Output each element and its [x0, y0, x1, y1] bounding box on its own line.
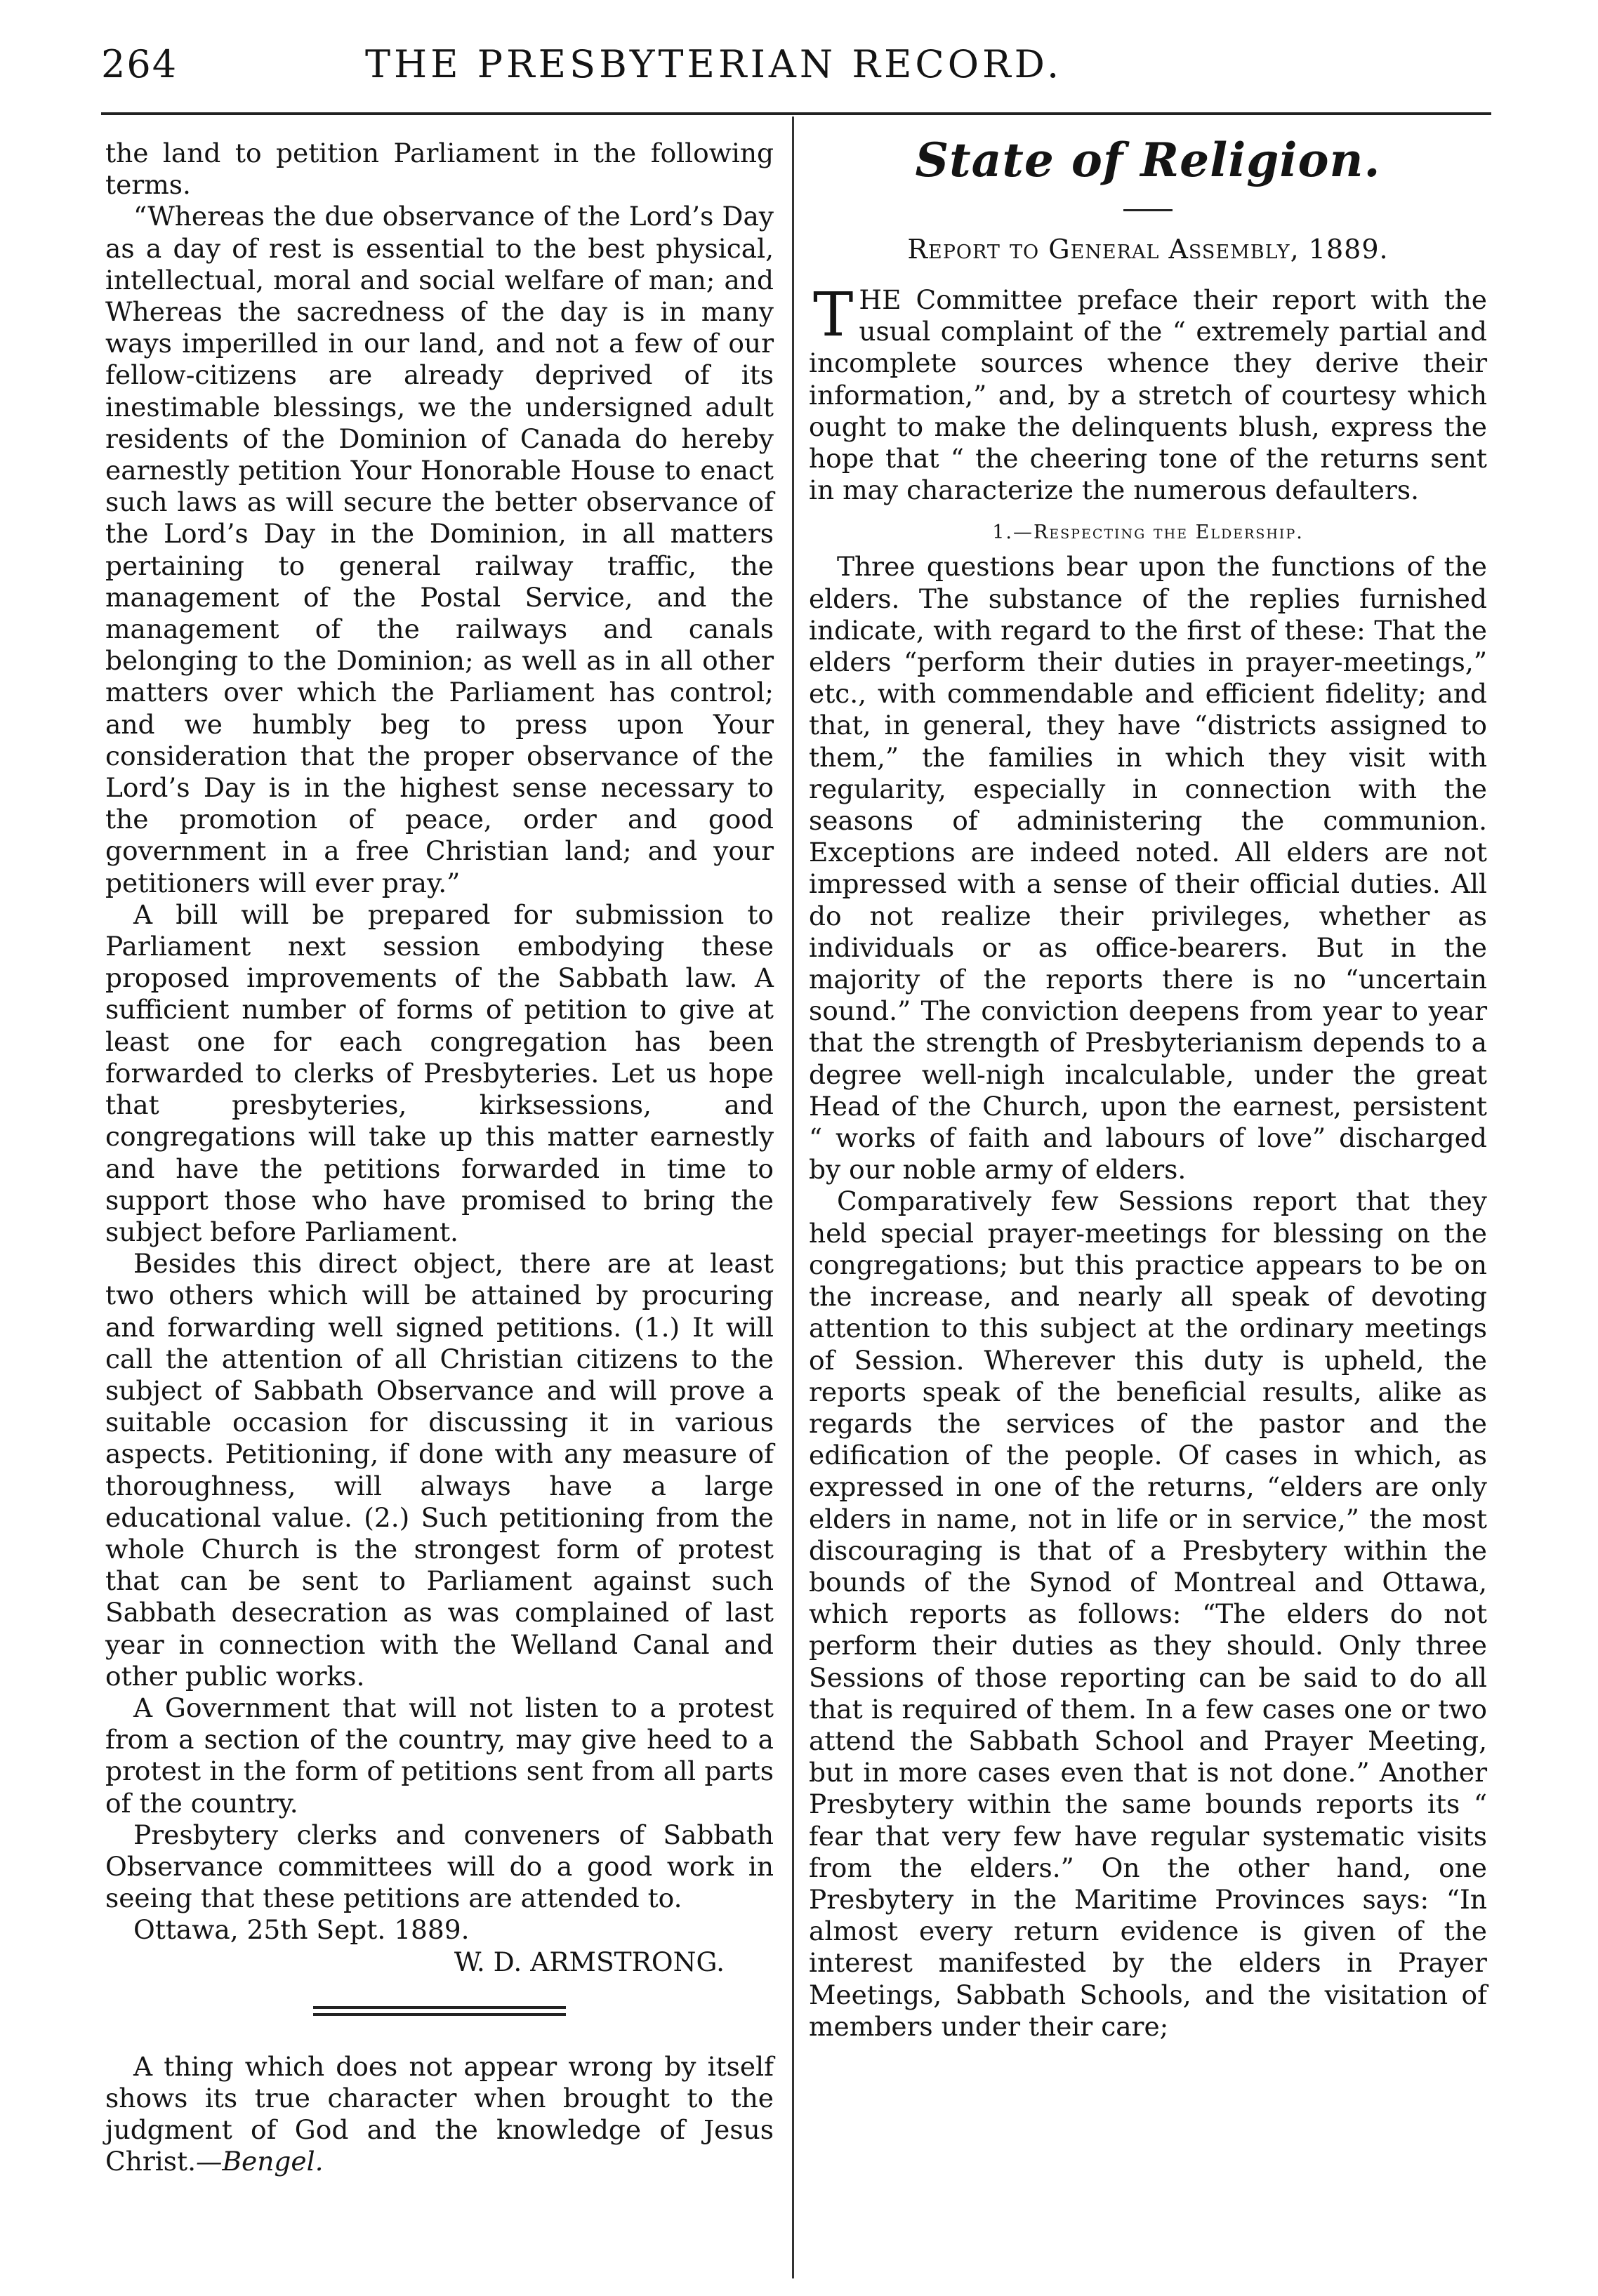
subheading: 1.—Respecting the Eldership. — [992, 522, 1304, 544]
left-column — [105, 138, 774, 2178]
header-rule — [101, 112, 1491, 115]
signature: W. D. ARMSTRONG. — [454, 1946, 725, 1977]
intro-paragraph — [809, 280, 1487, 506]
paragraph: A Government that will not listen to a protest from a section of the country, may give heed to a protest in the form of petitions sent from all parts of the country. — [105, 1692, 774, 1819]
quote-paragraph — [105, 2051, 774, 2178]
paragraph: the land to petition Parliament in the following terms. — [105, 138, 774, 201]
paragraph: Comparatively few Sessions report that they held special prayer-meetings for blessing on the congregations; but this practice appears to be on the increase, and nearly all speak of devoting attention to this subject at the ordinary meetings of Session. Wherever this duty is upheld, the reports speak of the beneficial results, alike as regards the services of the pastor and the edification of the people. Of cases in which, as expressed in one of the returns, “elders are only elders in name, not in life or in service,” the most discouraging is that of a Presbytery within the bounds of the Synod of Montreal and Ottawa, which reports as follows: “The elders do not perform their duties as they should. Only three Sessions of those reporting can be said to do all that is required of them. In a few cases one or two attend the Sabbath School and Prayer Meeting, but in more cases even that is not done.” Another Presbytery within the same bounds reports its “ fear that very few have regular systematic visits from the elders.” On the other hand, one Presbytery in the Maritime Provinces says: “In almost every return evidence is given of the interest manifested by the elders in Prayer Meetings, Sabbath Schools, and the visitation of members under their care; — [809, 1186, 1487, 2042]
drop-cap: T — [813, 280, 854, 350]
page-number: 264 — [101, 42, 178, 86]
petition-text: “Whereas the due observance of the Lord’s Day as a day of rest is essential to the best physical, intellectual, moral and social welfare of man; and Whereas the sacredness of the day is in many ways imperilled in our land, and not a few of our fellow-citizens are already deprived of its inestimable blessings, we the undersigned adult residents of the Dominion of Canada do hereby earnestly petition Your Honorable House to enact such laws as will secure the better observance of the Lord’s Day in the Dominion, in all matters pertaining to general railway traffic, the management of the Postal Service, and the management of the railways and canals belonging to the Dominion; as well as in all other matters over which the Parliament has control; and we humbly beg to press upon Your consideration that the proper observance of the Lord’s Day is in the highest sense necessary to the promotion of peace, order and good government in a free Christian land; and your petitioners will ever pray.” — [105, 201, 774, 898]
quote-text: A thing which does not appear wrong by itself shows its true character when brought to the judgment of God and the knowledge of Jesus Christ. — [105, 2050, 774, 2177]
section-title: State of Religion. — [915, 133, 1381, 187]
double-rule-divider — [105, 2006, 774, 2016]
paragraph: Besides this direct object, there are at least two others which will be attained by procuring and forwarding well signed petitions. (1.) It will call the attention of all Christian citizens to the subject of Sabbath Observance and will prove a suitable occasion for discussing it in various aspects. Petitioning, if done with any measure of thoroughness, will always have a large educational value. (2.) Such petitioning from the whole Church is the strongest form of protest that can be sent to Parliament against such Sabbath desecration as was complained of last year in connection with the Welland Canal and other public works. — [105, 1248, 774, 1692]
intro-text: HE Committee preface their report with the usual complaint of the “ extremely partial and incomplete sources whence they derive their information,” and, by a stretch of courtesy which ought to make the delinquents blush, express the hope that “ the cheering tone of the returns sent in may characterize the numerous defaulters. — [809, 284, 1487, 506]
paragraph: A bill will be prepared for submission to Parliament next session embodying these proposed improvements of the Sabbath law. A sufficient number of forms of petition to give at least one for each congregation has been forwarded to clerks of Presbyteries. Let us hope that presbyteries, kirksessions, and congregations will take up this matter earnestly and have the petitions forwarded in time to support those who have promised to bring the subject before Parliament. — [105, 898, 774, 1247]
right-column — [809, 133, 1487, 2043]
column-divider — [792, 117, 794, 2278]
quote-attribution: —Bengel. — [196, 2146, 324, 2177]
paragraph: Presbytery clerks and conveners of Sabbath Observance committees will do a good work in seeing that these petitions are attended to. — [105, 1819, 774, 1914]
running-head: THE PRESBYTERIAN RECORD. — [365, 42, 1063, 86]
dateline: Ottawa, 25th Sept. 1889. — [133, 1914, 470, 1946]
report-heading: Report to General Assembly, 1889. — [907, 234, 1389, 265]
paragraph: Three questions bear upon the functions of the elders. The substance of the replies furnished indicate, with regard to the first of these: That the elders “perform their duties in prayer-meetings,” etc., with commendable and efficient fidelity; and that, in general, they have “districts assigned to them,” the families in which they visit with regularity, especially in connection with the seasons of administering the communion. Exceptions are indeed noted. All elders are not impressed with a sense of their official duties. All do not realize their privileges, whether as individuals or as office-bearers. But in the majority of the reports there is no “uncertain sound.” The conviction deepens from year to year that the strength of Presbyterianism depends to a degree well-nigh incalculable, under the great Head of the Church, upon the earnest, persistent “ works of faith and labours of love” discharged by our noble army of elders. — [809, 551, 1487, 1186]
title-rule — [1123, 209, 1173, 211]
